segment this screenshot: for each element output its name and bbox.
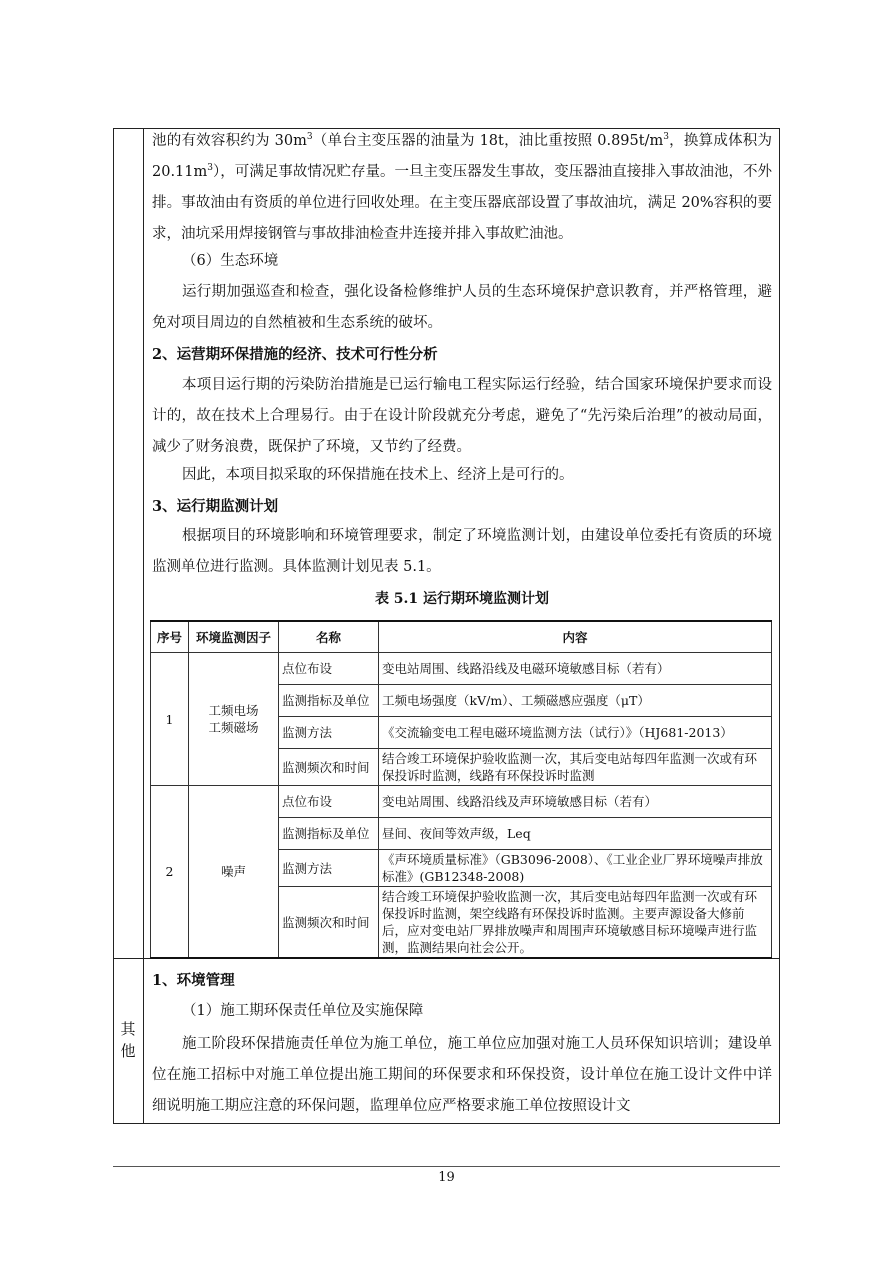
side-label-char-2: 他 xyxy=(120,1042,136,1060)
monitoring-plan-table xyxy=(150,620,772,959)
row-name: 监测频次和时间 xyxy=(279,887,379,959)
table-header-row xyxy=(151,621,772,653)
header-content: 内容 xyxy=(379,621,772,653)
row-name: 监测频次和时间 xyxy=(279,749,379,786)
row-content: 变电站周围、线路沿线及声环境敏感目标（若有） xyxy=(379,786,772,818)
group-number: 1 xyxy=(151,653,189,786)
heading-monitoring-plan: 3、运行期监测计划 xyxy=(152,498,279,515)
row-name: 监测方法 xyxy=(279,717,379,749)
row-content: 昼间、夜间等效声级，Leq xyxy=(379,818,772,850)
group-factor: 噪声 xyxy=(189,786,279,959)
row-name: 监测指标及单位 xyxy=(279,818,379,850)
column-divider xyxy=(143,128,144,1124)
row-content: 变电站周围、线路沿线及电磁环境敏感目标（若有） xyxy=(379,653,772,685)
header-factor: 环境监测因子 xyxy=(189,621,279,653)
footer-rule xyxy=(113,1166,780,1167)
table-row xyxy=(151,653,772,685)
heading-env-management: 1、环境管理 xyxy=(152,972,235,989)
row-name: 监测方法 xyxy=(279,850,379,887)
paragraph-ecology: 运行期加强巡查和检查，强化设备检修维护人员的生态环境保护意识教育，并严格管理，避免对项目周边的自然植被和生态系统的破坏。 xyxy=(152,284,772,331)
row-content: 《交流输变电工程电磁环境监测方法（试行）》（HJ681-2013） xyxy=(379,717,772,749)
paragraph-feasibility: 本项目运行期的污染防治措施是已运行输电工程实际运行经验，结合国家环境保护要求而设计的，故在技术上合理易行。由于在设计阶段就充分考虑，避免了“先污染后治理”的被动局面，减少了财务浪费，既保护了环境，又节约了经费。 xyxy=(152,377,772,455)
row-name: 点位布设 xyxy=(279,653,379,685)
row-content: 结合竣工环境保护验收监测一次，其后变电站每四年监测一次或有环保投诉时监测，架空线路有环保投诉时监测。主要声源设备大修前后，应对变电站厂界排放噪声和周围声环境敏感目标环境噪声进行监测，监测结果向社会公开。 xyxy=(379,887,772,959)
row-name: 点位布设 xyxy=(279,786,379,818)
group-factor: 工频电场 工频磁场 xyxy=(189,653,279,786)
group-number: 2 xyxy=(151,786,189,959)
heading-feasibility: 2、运营期环保措施的经济、技术可行性分析 xyxy=(152,346,438,363)
header-no: 序号 xyxy=(151,621,189,653)
table-caption: 表 5.1 运行期环境监测计划 xyxy=(374,591,550,607)
page-number: 19 xyxy=(438,1170,455,1185)
paragraph-oil-pool: 池的有效容积约为 $30m^3$（单台主变压器的油量为 18t，油比重按照 $0.895t/m^3$，换算成体积为 $20.11m^3$），可满足事故情况贮存量。一旦主变压器发生事故，变压器油直接排入事故油池，不外排。事故油由有资质的单位进行回收处理。在主变压器底部设置了事故油坑，满足 20%容积的要求，油坑采用焊接钢管与事故排油检查井连接并排入事故贮油池。 xyxy=(152,132,773,242)
table-row xyxy=(151,786,772,818)
row-content: 工频电场强度（kV/m）、工频磁感应强度（μT） xyxy=(379,685,772,717)
row-content: 结合竣工环境保护验收监测一次，其后变电站每四年监测一次或有环保投诉时监测，线路有环保投诉时监测 xyxy=(379,749,772,786)
subheading-construction-responsibility: （1）施工期环保责任单位及实施保障 xyxy=(182,1003,424,1019)
side-label-char-1: 其 xyxy=(120,1020,136,1038)
row-name: 监测指标及单位 xyxy=(279,685,379,717)
paragraph-conclusion: 因此，本项目拟采取的环保措施在技术上、经济上是可行的。 xyxy=(182,467,574,483)
section-label-other xyxy=(113,1018,143,1062)
header-name: 名称 xyxy=(279,621,379,653)
paragraph-construction-responsibility: 施工阶段环保措施责任单位为施工单位，施工单位应加强对施工人员环保知识培训；建设单位在施工招标中对施工单位提出施工期间的环保要求和环保投资，设计单位在施工设计文件中详细说明施工期应注意的环保问题，监理单位应严格要求施工单位按照设计文 xyxy=(152,1036,772,1114)
row-content: 《声环境质量标准》（GB3096-2008）、《工业企业厂界环境噪声排放标准》(GB12348-2008) xyxy=(379,850,772,887)
paragraph-monitoring-plan: 根据项目的环境影响和环境管理要求，制定了环境监测计划，由建设单位委托有资质的环境监测单位进行监测。具体监测计划见表 5.1。 xyxy=(152,528,772,575)
subheading-ecology: （6）生态环境 xyxy=(182,253,279,269)
